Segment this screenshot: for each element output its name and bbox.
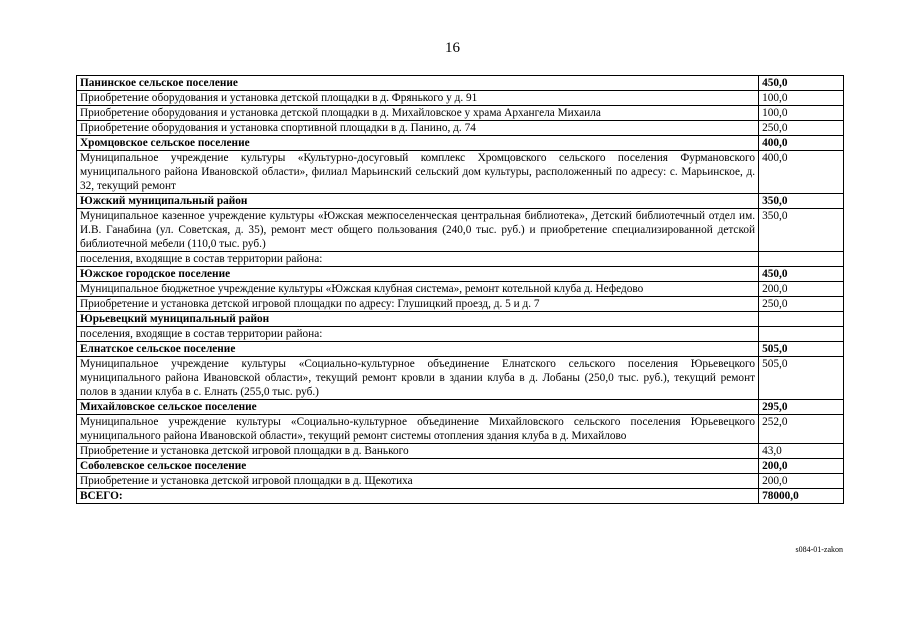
- row-amount: 43,0: [759, 444, 844, 459]
- row-description: Муниципальное казенное учреждение культуры «Южская межпоселенческая центральная библиотека», Детский библиотечный отдел им. И.В. Ганабина (ул. Советская, д. 35), ремонт мест общего пользования (240,0 тыс. руб.) и приобретение специализированной детской библиотечной мебели (110,0 тыс. руб.): [77, 209, 759, 252]
- table-row: [77, 400, 844, 415]
- table-row: [77, 136, 844, 151]
- table-row: [77, 342, 844, 357]
- table-row: [77, 209, 844, 252]
- row-description: Южский муниципальный район: [77, 194, 759, 209]
- row-description: ВСЕГО:: [77, 489, 759, 504]
- table-row: [77, 297, 844, 312]
- row-description: поселения, входящие в состав территории района:: [77, 327, 759, 342]
- table-row: [77, 459, 844, 474]
- row-amount: 450,0: [759, 76, 844, 91]
- row-description: Панинское сельское поселение: [77, 76, 759, 91]
- row-description: Приобретение оборудования и установка спортивной площадки в д. Панино, д. 74: [77, 121, 759, 136]
- row-amount: 200,0: [759, 282, 844, 297]
- table-row: [77, 327, 844, 342]
- table-row: [77, 444, 844, 459]
- table-row: [77, 252, 844, 267]
- row-description: Приобретение и установка детской игровой площадки по адресу: Глушицкий проезд, д. 5 и д. 7: [77, 297, 759, 312]
- document-code: s084-01-zakon: [795, 545, 843, 554]
- budget-table-body: [77, 76, 844, 504]
- row-amount: [759, 252, 844, 267]
- row-amount: 200,0: [759, 474, 844, 489]
- row-description: Хромцовское сельское поселение: [77, 136, 759, 151]
- table-row: [77, 194, 844, 209]
- row-amount: 200,0: [759, 459, 844, 474]
- table-row: [77, 76, 844, 91]
- row-amount: 450,0: [759, 267, 844, 282]
- row-description: Приобретение оборудования и установка детской площадки в д. Михайловское у храма Архангела Михаила: [77, 106, 759, 121]
- row-amount: 250,0: [759, 121, 844, 136]
- row-amount: 505,0: [759, 357, 844, 400]
- row-amount: 505,0: [759, 342, 844, 357]
- table-row: [77, 121, 844, 136]
- row-description: Соболевское сельское поселение: [77, 459, 759, 474]
- row-description: Юрьевецкий муниципальный район: [77, 312, 759, 327]
- table-row: [77, 415, 844, 444]
- row-amount: 295,0: [759, 400, 844, 415]
- row-amount: 400,0: [759, 151, 844, 194]
- row-description: поселения, входящие в состав территории района:: [77, 252, 759, 267]
- table-row: [77, 267, 844, 282]
- table-row: [77, 474, 844, 489]
- table-row: [77, 489, 844, 504]
- row-description: Муниципальное учреждение культуры «Социально-культурное объединение Елнатского сельского поселения Юрьевецкого муниципального района Ивановской области», текущий ремонт кровли в здании клуба в д. Лобаны (250,0 тыс. руб.), текущий ремонт полов в здании клуба в с. Елнать (255,0 тыс. руб.): [77, 357, 759, 400]
- budget-table: [76, 75, 844, 504]
- row-amount: 100,0: [759, 106, 844, 121]
- row-description: Приобретение оборудования и установка детской площадки в д. Фрянького у д. 91: [77, 91, 759, 106]
- row-amount: [759, 327, 844, 342]
- row-description: Михайловское сельское поселение: [77, 400, 759, 415]
- row-amount: 100,0: [759, 91, 844, 106]
- table-row: [77, 106, 844, 121]
- table-row: [77, 312, 844, 327]
- row-amount: 400,0: [759, 136, 844, 151]
- page-number: 16: [445, 40, 460, 56]
- row-description: Муниципальное бюджетное учреждение культуры «Южская клубная система», ремонт котельной клуба д. Нефедово: [77, 282, 759, 297]
- table-row: [77, 282, 844, 297]
- table-row: [77, 151, 844, 194]
- row-amount: 350,0: [759, 194, 844, 209]
- row-amount: 250,0: [759, 297, 844, 312]
- row-amount: 350,0: [759, 209, 844, 252]
- row-description: Приобретение и установка детской игровой площадки в д. Щекотиха: [77, 474, 759, 489]
- table-row: [77, 357, 844, 400]
- row-description: Елнатское сельское поселение: [77, 342, 759, 357]
- row-description: Южское городское поселение: [77, 267, 759, 282]
- row-amount: 252,0: [759, 415, 844, 444]
- row-description: Муниципальное учреждение культуры «Культурно-досуговый комплекс Хромцовского сельского поселения Фурмановского муниципального района Ивановской области», филиал Марьинский сельский дом культуры, расположенный по адресу: с. Марьинское, д. 32, текущий ремонт: [77, 151, 759, 194]
- row-description: Муниципальное учреждение культуры «Социально-культурное объединение Михайловского сельского поселения Юрьевецкого муниципального района Ивановской области», текущий ремонт системы отопления здания клуба в д. Михайлово: [77, 415, 759, 444]
- row-amount: 78000,0: [759, 489, 844, 504]
- table-row: [77, 91, 844, 106]
- row-description: Приобретение и установка детской игровой площадки в д. Ванького: [77, 444, 759, 459]
- row-amount: [759, 312, 844, 327]
